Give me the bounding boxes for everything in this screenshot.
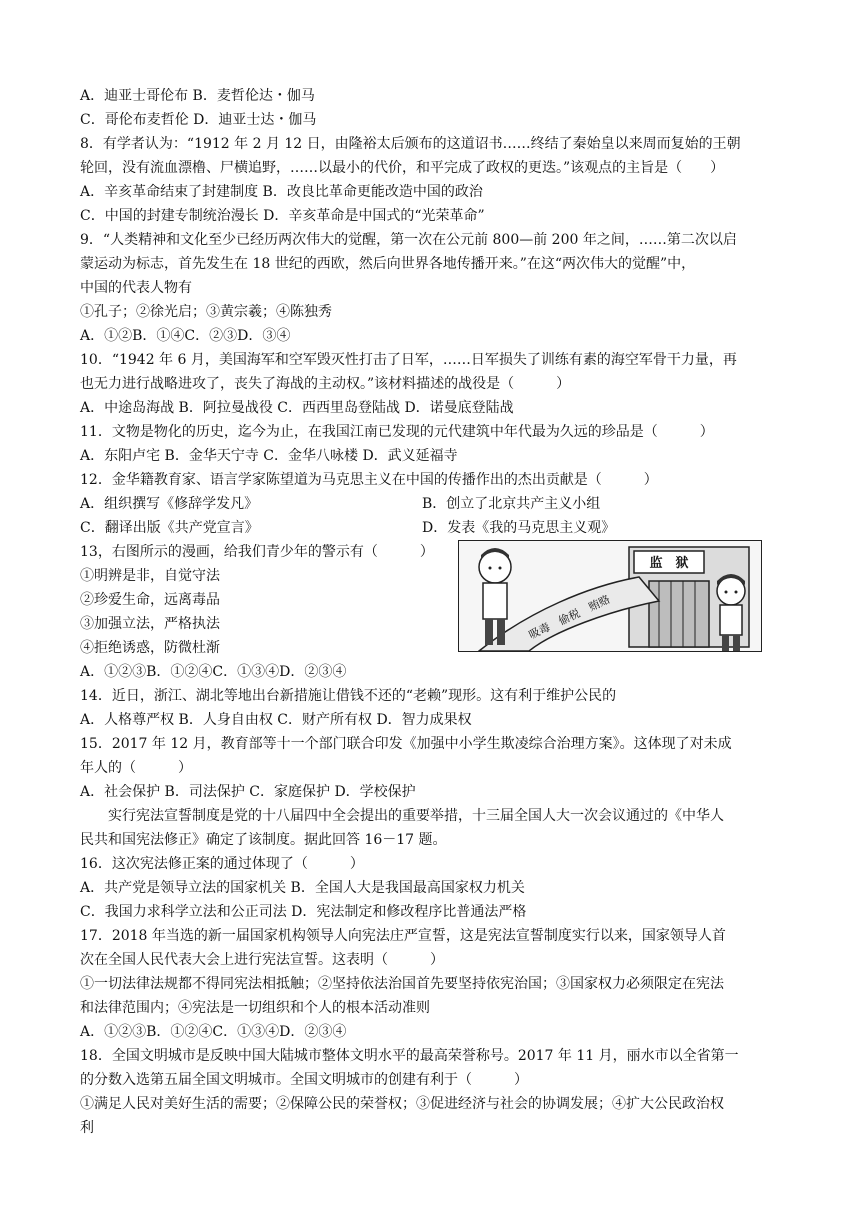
cartoon-image bbox=[458, 540, 762, 652]
q12-option-a: A．组织撰写《修辞学发凡》 bbox=[80, 496, 259, 512]
q13-item-2: ②珍爱生命，远离毒品 bbox=[80, 592, 220, 608]
q18-stem-2: 的分数入选第五届全国文明城市。全国文明城市的创建有利于（ ） bbox=[80, 1072, 528, 1088]
q16-stem: 16．这次宪法修正案的通过体现了（ ） bbox=[80, 856, 364, 872]
q8-options-cd: C．中国的封建专制统治漫长 D．辛亥革命是中国式的“光荣革命” bbox=[80, 208, 485, 224]
cartoon-drawing bbox=[459, 541, 761, 651]
q13-item-3: ③加强立法，严格执法 bbox=[80, 616, 220, 632]
q14-stem: 14．近日，浙江、湖北等地出台新措施让借钱不还的“老赖”现形。这有利于维护公民的 bbox=[80, 688, 617, 704]
q7-options-cd: C．哥伦布麦哲伦 D．迪亚士达・伽马 bbox=[80, 112, 317, 128]
material-intro-1: 实行宪法宣誓制度是党的十八届四中全会提出的重要举措，十三届全国人大一次会议通过的《中华人 bbox=[108, 808, 724, 824]
q12-option-b: B．创立了北京共产主义小组 bbox=[422, 496, 601, 512]
q18-items-2: 利 bbox=[80, 1120, 94, 1136]
q13-options: A．①②③B．①②④C．①③④D．②③④ bbox=[80, 664, 347, 680]
prison-sign-text: 监 狱 bbox=[649, 556, 689, 571]
q15-stem-2: 年人的（ ） bbox=[80, 760, 192, 776]
q13-stem: 13，右图所示的漫画，给我们青少年的警示有（ ） bbox=[80, 544, 434, 560]
q12-option-c: C．翻译出版《共产党宣言》 bbox=[80, 520, 259, 536]
q17-items-1: ①一切法律法规都不得同宪法相抵触；②坚持依法治国首先要坚持依宪治国；③国家权力必须限定在宪法 bbox=[80, 976, 724, 992]
q10-stem-1: 10．“1942 年 6 月，美国海军和空军毁灭性打击了日军，……日军损失了训练有素的海空军骨干力量，再 bbox=[80, 352, 737, 368]
q13-block bbox=[80, 540, 790, 684]
q9-stem-2: 蒙运动为标志，首先发生在 18 世纪的西欧，然后向世界各地传播开来。”在这“两次伟大的觉醒”中， bbox=[80, 256, 696, 272]
q12-stem: 12．金华籍教育家、语言学家陈望道为马克思主义在中国的传播作出的杰出贡献是（ ） bbox=[80, 472, 658, 488]
q18-items-1: ①满足人民对美好生活的需要；②保障公民的荣誉权；③促进经济与社会的协调发展；④扩大公民政治权 bbox=[80, 1096, 724, 1112]
q8-options-ab: A．辛亥革命结束了封建制度 B．改良比革命更能改造中国的政治 bbox=[80, 184, 483, 200]
q17-stem-1: 17．2018 年当选的新一届国家机构领导人向宪法庄严宣誓，这是宪法宣誓制度实行以来，国家领导人首 bbox=[80, 928, 726, 944]
q16-options-cd: C．我国力求科学立法和公正司法 D．宪法制定和修改程序比普通法严格 bbox=[80, 904, 527, 920]
q17-items-2: 和法律范围内；④宪法是一切组织和个人的根本活动准则 bbox=[80, 1000, 430, 1016]
q11-stem: 11．文物是物化的历史，迄今为止，在我国江南已发现的元代建筑中年代最为久远的珍品是（ ） bbox=[80, 424, 714, 440]
q10-options: A．中途岛海战 B．阿拉曼战役 C．西西里岛登陆战 D．诺曼底登陆战 bbox=[80, 400, 514, 416]
q8-stem-2: 轮回，没有流血漂橹、尸横追野，……以最小的代价，和平完成了政权的更迭。”该观点的主旨是（ ） bbox=[80, 160, 725, 176]
q10-stem-2: 也无力进行战略进攻了，丧失了海战的主动权。”该材料描述的战役是（ ） bbox=[80, 376, 571, 392]
q17-options: A．①②③B．①②④C．①③④D．②③④ bbox=[80, 1024, 347, 1040]
q18-stem-1: 18．全国文明城市是反映中国大陆城市整体文明水平的最高荣誉称号。2017 年 11 月，丽水市以全省第一 bbox=[80, 1048, 739, 1064]
q15-options: A．社会保护 B．司法保护 C．家庭保护 D．学校保护 bbox=[80, 784, 416, 800]
q12-option-d: D．发表《我的马克思主义观》 bbox=[422, 520, 616, 536]
q13-item-1: ①明辨是非，自觉守法 bbox=[80, 568, 220, 584]
material-intro-2: 民共和国宪法修正》确定了该制度。据此回答 16－17 题。 bbox=[80, 832, 447, 848]
q17-stem-2: 次在全国人民代表大会上进行宪法宣誓。这表明（ ） bbox=[80, 952, 444, 968]
road-text: 吸毒 偷税 贿赂 bbox=[526, 592, 613, 642]
q16-options-ab: A．共产党是领导立法的国家机关 B．全国人大是我国最高国家权力机关 bbox=[80, 880, 525, 896]
q8-stem-1: 8．有学者认为：“1912 年 2 月 12 日，由隆裕太后颁布的这道诏书……终结了秦始皇以来周而复始的王朝 bbox=[80, 136, 741, 152]
q14-options: A．人格尊严权 B．人身自由权 C．财产所有权 D．智力成果权 bbox=[80, 712, 472, 728]
q13-item-4: ④拒绝诱惑，防微杜渐 bbox=[80, 640, 220, 656]
q7-options-ab: A．迪亚士哥伦布 B．麦哲伦达・伽马 bbox=[80, 88, 315, 104]
q9-stem-3: 中国的代表人物有 bbox=[80, 280, 192, 296]
q15-stem-1: 15．2017 年 12 月，教育部等十一个部门联合印发《加强中小学生欺凌综合治理方案》。这体现了对未成 bbox=[80, 736, 732, 752]
exam-page bbox=[80, 84, 790, 1140]
q9-stem-1: 9．“人类精神和文化至少已经历两次伟大的觉醒，第一次在公元前 800—前 200 年之间，……第二次以启 bbox=[80, 232, 737, 248]
q11-options: A．东阳卢宅 B．金华天宁寺 C．金华八咏楼 D．武义延福寺 bbox=[80, 448, 458, 464]
q9-options: A．①②B．①④C．②③D．③④ bbox=[80, 328, 291, 344]
q9-items: ①孔子；②徐光启；③黄宗羲；④陈独秀 bbox=[80, 304, 332, 320]
